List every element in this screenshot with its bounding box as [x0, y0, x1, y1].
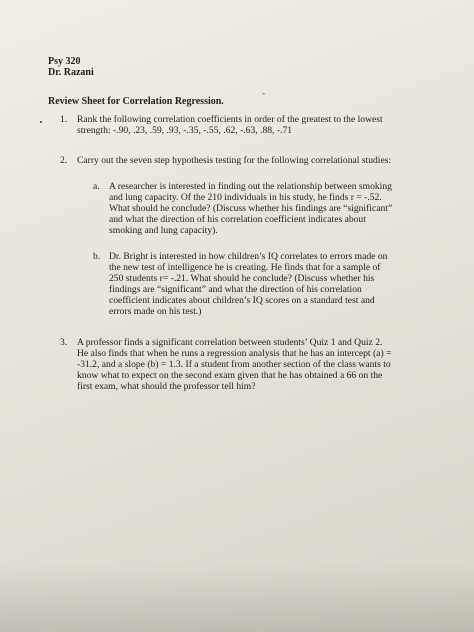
document-header [48, 56, 94, 78]
instructor-name: Dr. Razani [48, 67, 94, 78]
question-number: 3. [60, 337, 68, 348]
question-1 [60, 114, 440, 140]
part-text: Dr. Bright is interested in how children’s IQ correlates to errors made on the new test of intelligence he is creating. He finds that for a sample of 250 students r= -.21. What should he conclude? (Discuss whether his findings are “significant” and what the direction of his correlation coefficient indicates about children’s IQ scores on a standard test and errors made on his test.) [109, 251, 388, 317]
course-code: Psy 320 [48, 56, 81, 67]
question-number: 1. [60, 114, 68, 125]
bullet-mark [40, 121, 42, 123]
question-text: Rank the following correlation coefficients in order of the greatest to the lowest strength: -.90, .23, .59, .93, -.35, -.55, .62, -.63, .88, -.71 [77, 114, 383, 136]
pen-mark: - [262, 88, 265, 98]
part-text: A researcher is interested in finding out the relationship between smoking and lung capacity. Of the 210 individuals in his study, he finds r = -.52. What should he conclude? (Discuss whether his findings are “significant” and what the direction of his correlation coefficient indicates about smoking and lung capacity). [109, 181, 393, 236]
question-2 [60, 155, 440, 169]
question-number: 2. [60, 155, 68, 166]
question-2-part-a [93, 181, 443, 241]
page-shadow [0, 562, 474, 632]
question-3 [60, 337, 445, 397]
part-letter: a. [93, 181, 100, 192]
question-text: Carry out the seven step hypothesis testing for the following correlational studies: [77, 155, 392, 166]
question-text: A professor finds a significant correlation between students’ Quiz 1 and Quiz 2. He also finds that when he runs a regression analysis that he has an intercept (a) = -31.2, and a slope (b) = 1.3. If a student from another section of the class wants to know what to expect on the second exam given that he has obtained a 66 on the first exam, what should the professor tell him? [77, 337, 392, 392]
question-2-part-b [93, 251, 443, 323]
document-title: Review Sheet for Correlation Regression. [48, 96, 224, 107]
part-letter: b. [93, 251, 101, 262]
